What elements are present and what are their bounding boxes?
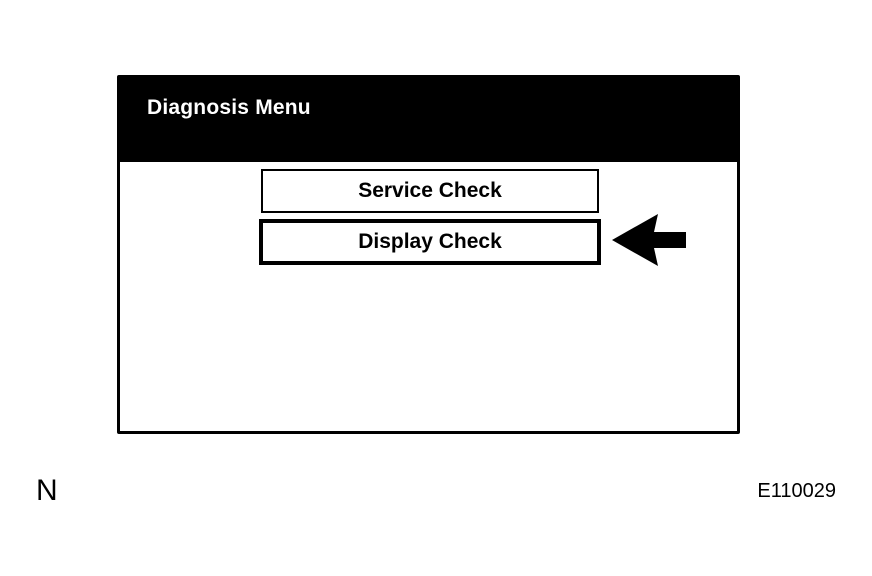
screen-title: Diagnosis Menu [147, 96, 311, 119]
screen-header [120, 78, 737, 162]
figure-code: E110029 [757, 480, 836, 502]
arrow-left-icon [610, 212, 688, 268]
service-check-button[interactable]: Service Check [261, 169, 599, 213]
display-check-button[interactable]: Display Check [259, 219, 601, 265]
corner-letter: N [36, 474, 58, 507]
